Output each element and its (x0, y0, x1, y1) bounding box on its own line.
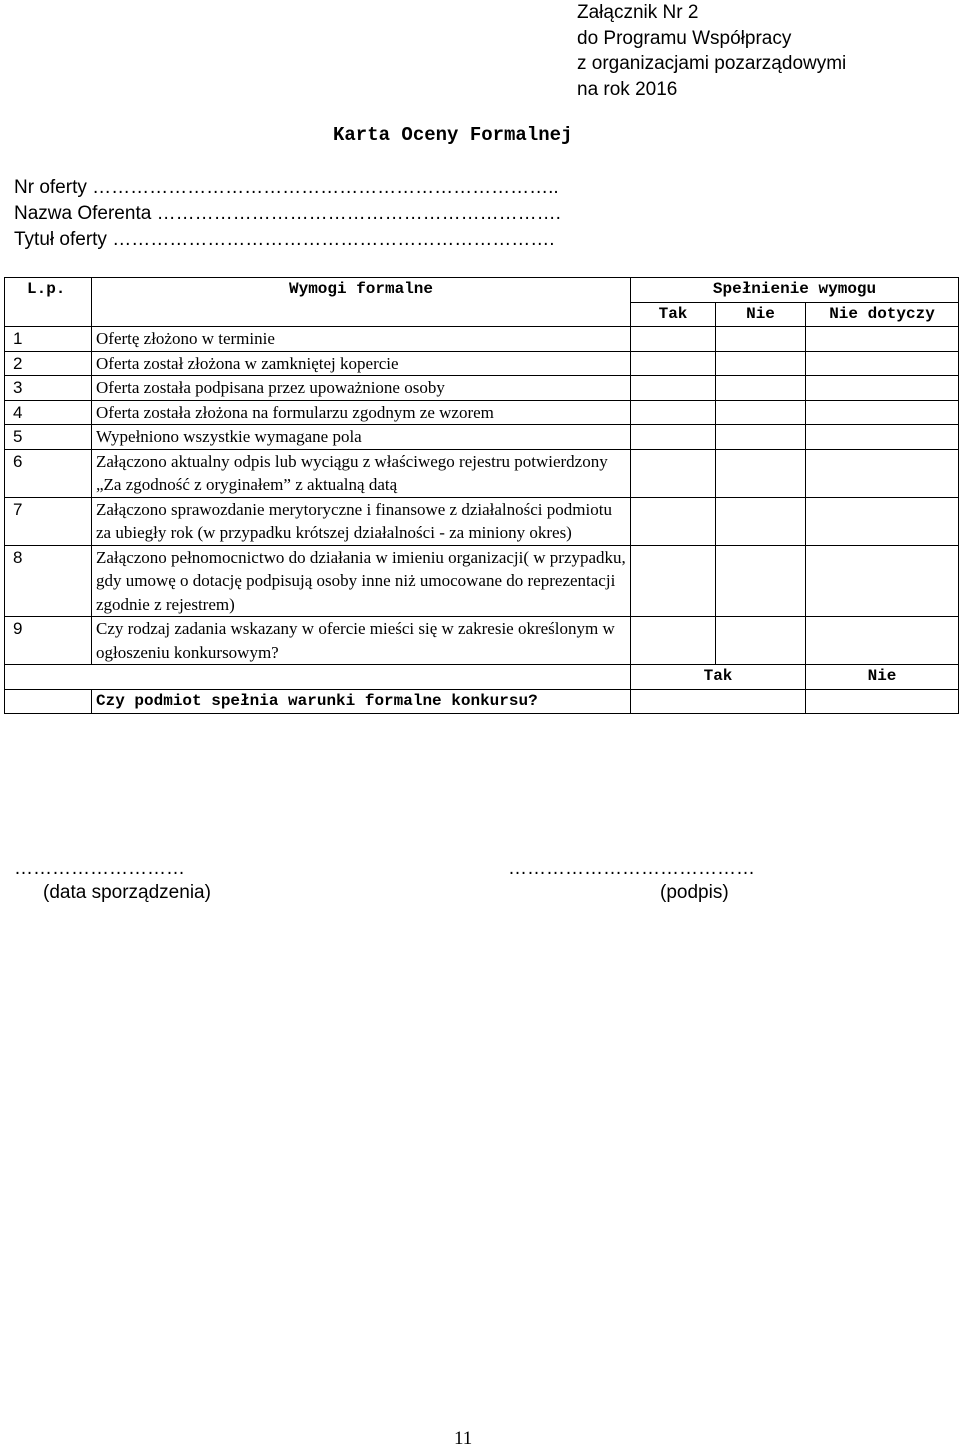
final-answer-header-row (5, 665, 959, 690)
row-number: 3 (5, 376, 92, 401)
row-requirement-text: Załączono sprawozdanie merytoryczne i finansowe z działalności podmiotu za ubiegły rok (w przypadku krótszej działalności - za miniony okres) (92, 497, 631, 545)
offeror-name-label: Nazwa Oferenta (14, 203, 152, 224)
offer-number-field (14, 175, 561, 201)
row-requirement-text: Oferta została podpisana przez upoważnione osoby (92, 376, 631, 401)
page-number: 11 (454, 1428, 473, 1449)
row-nie-cell[interactable] (716, 497, 806, 545)
offer-title-label: Tytuł oferty (14, 229, 107, 250)
table-header-row (5, 278, 959, 303)
annex-line-2: do Programu Współpracy (577, 27, 792, 49)
row-tak-cell[interactable] (631, 351, 716, 376)
annex-header (577, 0, 846, 102)
offer-number-dots: ……………………………………………………………….. (92, 177, 559, 198)
annex-line-1: Załącznik Nr 2 (577, 2, 699, 23)
signature-label: (podpis) (660, 882, 729, 903)
row-number: 6 (5, 449, 92, 497)
final-nie-cell[interactable] (806, 689, 959, 714)
row-nie-dotyczy-cell[interactable] (806, 497, 959, 545)
row-nie-dotyczy-cell[interactable] (806, 351, 959, 376)
row-number: 4 (5, 400, 92, 425)
row-nie-dotyczy-cell[interactable] (806, 449, 959, 497)
offer-title-dots: ……………………………………………………………. (112, 229, 555, 250)
offer-number-label: Nr oferty (14, 177, 87, 198)
table-row (5, 449, 959, 497)
row-number: 9 (5, 617, 92, 665)
row-nie-cell[interactable] (716, 376, 806, 401)
row-nie-dotyczy-cell[interactable] (806, 425, 959, 450)
row-tak-cell[interactable] (631, 497, 716, 545)
final-empty-cell (5, 665, 631, 690)
header-lp: L.p. (5, 278, 92, 327)
row-nie-cell[interactable] (716, 617, 806, 665)
row-tak-cell[interactable] (631, 545, 716, 617)
final-lp-cell (5, 689, 92, 714)
offeror-name-field (14, 201, 561, 227)
table-row (5, 545, 959, 617)
header-nie-dotyczy: Nie dotyczy (806, 302, 959, 327)
row-nie-dotyczy-cell[interactable] (806, 327, 959, 352)
row-nie-cell[interactable] (716, 449, 806, 497)
row-requirement-text: Wypełniono wszystkie wymagane pola (92, 425, 631, 450)
table-row (5, 497, 959, 545)
row-number: 7 (5, 497, 92, 545)
row-tak-cell[interactable] (631, 425, 716, 450)
date-label: (data sporządzenia) (43, 882, 211, 903)
row-nie-dotyczy-cell[interactable] (806, 617, 959, 665)
row-requirement-text: Oferta został złożona w zamkniętej kopercie (92, 351, 631, 376)
annex-line-4: na rok 2016 (577, 78, 678, 100)
row-nie-cell[interactable] (716, 327, 806, 352)
row-requirement-text: Ofertę złożono w terminie (92, 327, 631, 352)
row-nie-cell[interactable] (716, 400, 806, 425)
annex-line-3: z organizacjami pozarządowymi (577, 53, 847, 74)
table-row (5, 327, 959, 352)
table-row (5, 376, 959, 401)
row-tak-cell[interactable] (631, 449, 716, 497)
header-requirements: Wymogi formalne (92, 278, 631, 327)
document-title: Karta Oceny Formalnej (333, 124, 573, 146)
offer-title-field (14, 227, 561, 253)
header-tak: Tak (631, 302, 716, 327)
row-tak-cell[interactable] (631, 327, 716, 352)
row-requirement-text: Czy rodzaj zadania wskazany w ofercie mieści się w zakresie określonym w ogłoszeniu konkursowym? (92, 617, 631, 665)
row-nie-dotyczy-cell[interactable] (806, 376, 959, 401)
final-tak-header: Tak (631, 665, 806, 690)
row-tak-cell[interactable] (631, 400, 716, 425)
row-requirement-text: Załączono pełnomocnictwo do działania w imieniu organizacji( w przypadku, gdy umowę o dotację podpisują osoby inne niż umocowane do reprezentacji zgodnie z rejestrem) (92, 545, 631, 617)
row-nie-cell[interactable] (716, 425, 806, 450)
offeror-name-dots: ………………………………………………………. (156, 203, 561, 224)
row-requirement-text: Załączono aktualny odpis lub wyciągu z właściwego rejestru potwierdzony „Za zgodność z oryginałem” z aktualną datą (92, 449, 631, 497)
row-number: 5 (5, 425, 92, 450)
requirements-table (4, 277, 959, 714)
row-number: 8 (5, 545, 92, 617)
row-requirement-text: Oferta została złożona na formularzu zgodnym ze wzorem (92, 400, 631, 425)
table-row (5, 400, 959, 425)
date-dots: ……………………… (14, 858, 185, 879)
row-nie-dotyczy-cell[interactable] (806, 400, 959, 425)
table-row (5, 617, 959, 665)
row-tak-cell[interactable] (631, 376, 716, 401)
offer-fields (14, 175, 561, 253)
row-nie-dotyczy-cell[interactable] (806, 545, 959, 617)
final-question: Czy podmiot spełnia warunki formalne konkursu? (92, 689, 631, 714)
row-nie-cell[interactable] (716, 351, 806, 376)
final-question-row (5, 689, 959, 714)
final-nie-header: Nie (806, 665, 959, 690)
table-row (5, 351, 959, 376)
signature-dots: ………………………………… (508, 858, 755, 879)
header-nie: Nie (716, 302, 806, 327)
row-tak-cell[interactable] (631, 617, 716, 665)
row-nie-cell[interactable] (716, 545, 806, 617)
header-fulfilment: Spełnienie wymogu (631, 278, 959, 303)
row-number: 2 (5, 351, 92, 376)
row-number: 1 (5, 327, 92, 352)
table-row (5, 425, 959, 450)
final-tak-cell[interactable] (631, 689, 806, 714)
